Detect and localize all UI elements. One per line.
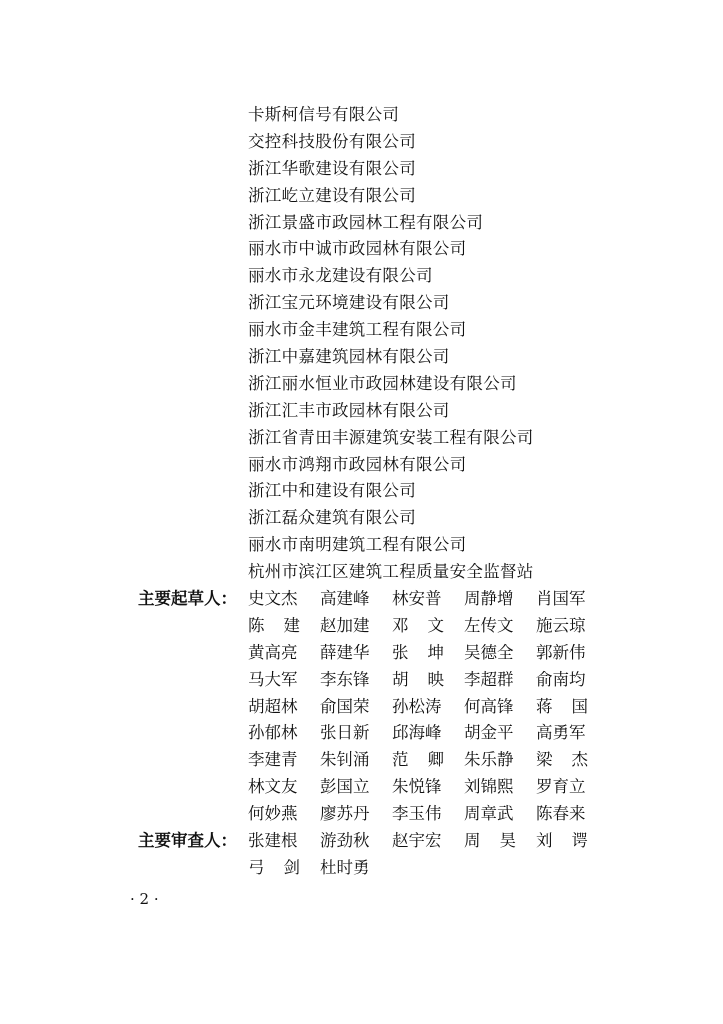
person-name: 郭新伟 [536, 642, 586, 662]
company-item: 浙江景盛市政园林工程有限公司 [248, 212, 484, 232]
company-item: 杭州市滨江区建筑工程质量安全监督站 [248, 562, 534, 582]
company-item: 丽水市永龙建设有限公司 [248, 266, 433, 286]
person-name: 周章武 [464, 804, 514, 824]
person-name: 范 卿 [392, 750, 444, 770]
person-name: 黄高亮 [248, 642, 298, 662]
company-item: 浙江省青田丰源建筑安装工程有限公司 [248, 427, 534, 447]
person-name: 史文杰 [248, 589, 298, 608]
company-item: 浙江屹立建设有限公司 [248, 185, 416, 205]
person-name: 李东锋 [320, 669, 370, 689]
person-name: 廖苏丹 [320, 804, 370, 824]
company-item: 浙江汇丰市政园林有限公司 [248, 400, 450, 420]
person-name: 施云琼 [536, 615, 586, 635]
person-name: 弓 剑 [248, 857, 300, 877]
person-name: 梁 杰 [536, 750, 588, 770]
person-name: 高建峰 [320, 589, 370, 608]
person-name: 孙松涛 [392, 696, 442, 716]
company-item: 交控科技股份有限公司 [248, 131, 416, 151]
company-item: 丽水市南明建筑工程有限公司 [248, 535, 467, 555]
person-name: 陈 建 [248, 615, 300, 635]
person-name: 高勇军 [536, 723, 586, 743]
person-name: 薛建华 [320, 642, 370, 662]
company-item: 丽水市鸿翔市政园林有限公司 [248, 454, 467, 474]
company-item: 卡斯柯信号有限公司 [248, 105, 400, 124]
page-number: · 2 · [130, 890, 159, 908]
person-name: 俞国荣 [320, 696, 370, 716]
person-name: 俞南均 [536, 669, 586, 689]
company-item: 浙江宝元环境建设有限公司 [248, 293, 450, 313]
company-item: 浙江磊众建筑有限公司 [248, 508, 416, 528]
person-name: 陈春来 [536, 804, 586, 824]
person-name: 赵宇宏 [392, 831, 442, 850]
person-name: 张日新 [320, 723, 370, 743]
company-item: 浙江华歌建设有限公司 [248, 158, 416, 178]
person-name: 罗育立 [536, 777, 586, 797]
person-name: 李玉伟 [392, 804, 442, 824]
person-name: 刘锦熙 [464, 777, 514, 797]
person-name: 杜时勇 [320, 857, 370, 877]
company-item: 丽水市中诚市政园林有限公司 [248, 239, 467, 259]
main-reviewers-names [248, 828, 608, 882]
person-name: 林安普 [392, 589, 442, 608]
person-name: 李超群 [464, 669, 514, 689]
person-name: 何妙燕 [248, 804, 298, 824]
main-reviewers-label: 主要审查人： [138, 831, 237, 850]
person-name: 朱钊涌 [320, 750, 370, 770]
person-name: 朱乐静 [464, 750, 514, 770]
person-name: 赵加建 [320, 615, 370, 635]
person-name: 张建根 [248, 831, 298, 850]
person-name: 游劲秋 [320, 831, 370, 850]
person-name: 胡金平 [464, 723, 514, 743]
person-name: 彭国立 [320, 777, 370, 797]
person-name: 林文友 [248, 777, 298, 797]
main-drafters-label: 主要起草人： [138, 589, 237, 608]
person-name: 周 昊 [464, 831, 516, 850]
person-name: 马大军 [248, 669, 298, 689]
person-name: 孙郁林 [248, 723, 298, 743]
person-name: 邱海峰 [392, 723, 442, 743]
person-name: 肖国军 [536, 589, 586, 608]
company-item: 浙江中和建设有限公司 [248, 481, 416, 501]
person-name: 刘 谔 [536, 831, 588, 850]
person-name: 左传文 [464, 615, 514, 635]
main-drafters-names [248, 586, 608, 828]
company-item: 浙江中嘉建筑园林有限公司 [248, 347, 450, 367]
person-name: 蒋 国 [536, 696, 588, 716]
company-item: 浙江丽水恒业市政园林建设有限公司 [248, 373, 517, 393]
person-name: 吴德全 [464, 642, 514, 662]
person-name: 朱悦锋 [392, 777, 442, 797]
person-name: 周静增 [464, 589, 514, 608]
person-name: 何高锋 [464, 696, 514, 716]
person-name: 胡 映 [392, 669, 444, 689]
person-name: 张 坤 [392, 642, 444, 662]
person-name: 邓 文 [392, 615, 444, 635]
person-name: 胡超林 [248, 696, 298, 716]
participating-companies-list [248, 102, 534, 586]
person-name: 李建青 [248, 750, 298, 770]
company-item: 丽水市金丰建筑工程有限公司 [248, 320, 467, 340]
